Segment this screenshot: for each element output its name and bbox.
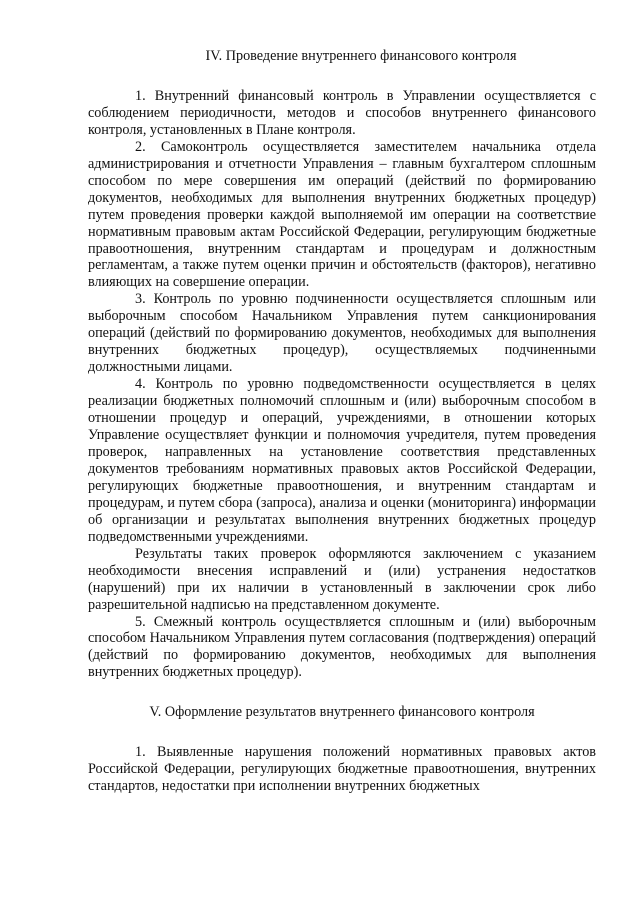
section-4-paragraph-1: 1. Внутренний финансовый контроль в Управлении осуществляется с соблюдением периодичности, методов и способов внутреннего финансового контроля, установленных в Плане контроля. xyxy=(88,87,596,138)
section-4-paragraph-6: 5. Смежный контроль осуществляется сплошным и (или) выборочным способом Начальником Управления путем согласования (подтверждения) операций (действий по формированию документов, необходимых для выполнения внутренних бюджетных процедур). xyxy=(88,613,596,681)
section-4-paragraph-5: Результаты таких проверок оформляются заключением с указанием необходимости внесения исправлений и (или) устранения недостатков (нарушений) при их наличии в установленный в заключении срок либо разрешительной надписью на представленном документе. xyxy=(88,545,596,613)
section-4-heading: IV. Проведение внутреннего финансового контроля xyxy=(205,48,517,64)
section-4-paragraph-2: 2. Самоконтроль осуществляется заместителем начальника отдела администрирования и отчетности Управления – главным бухгалтером сплошным способом по мере совершения им операций (действий по формированию документов, необходимых для выполнения внутренних бюджетных процедур) путем проведения проверки каждой выполняемой им операции на соответствие нормативным правовым актам Российской Федерации, регулирующим бюджетные правоотношения, внутренним стандартам и процедурам и должностным регламентам, а также путем оценки причин и обстоятельств (факторов), негативно влияющих на совершение операции. xyxy=(88,138,596,291)
section-4-paragraph-3: 3. Контроль по уровню подчиненности осуществляется сплошным или выборочным способом Начальником Управления путем санкционирования операций (действий по формированию документов, необходимых для выполнения внутренних бюджетных процедур), осуществляемых подчиненными должностными лицами. xyxy=(88,291,596,376)
section-5-heading: V. Оформление результатов внутреннего финансового контроля xyxy=(149,704,535,721)
document-page xyxy=(88,48,596,795)
section-4-paragraph-4: 4. Контроль по уровню подведомственности осуществляется в целях реализации бюджетных полномочий сплошным и (или) выборочным способом в отношении процедур и операций, учреждениями, в отношении которых Управление осуществляет функции и полномочия учредителя, путем проведения проверок, направленных на установление соответствия представленных документов требованиям нормативных правовых актов Российской Федерации, регулирующих бюджетные правоотношения, и внутренним стандартам и процедурам, и путем сбора (запроса), анализа и оценки (мониторинга) информации об организации и результатах выполнения внутренних бюджетных процедур подведомственными учреждениями. xyxy=(88,376,596,545)
section-5-paragraph-1: 1. Выявленные нарушения положений нормативных правовых актов Российской Федерации, регулирующих бюджетные правоотношения, внутренних стандартов, недостатки при исполнении внутренних бюджетных xyxy=(88,744,596,795)
